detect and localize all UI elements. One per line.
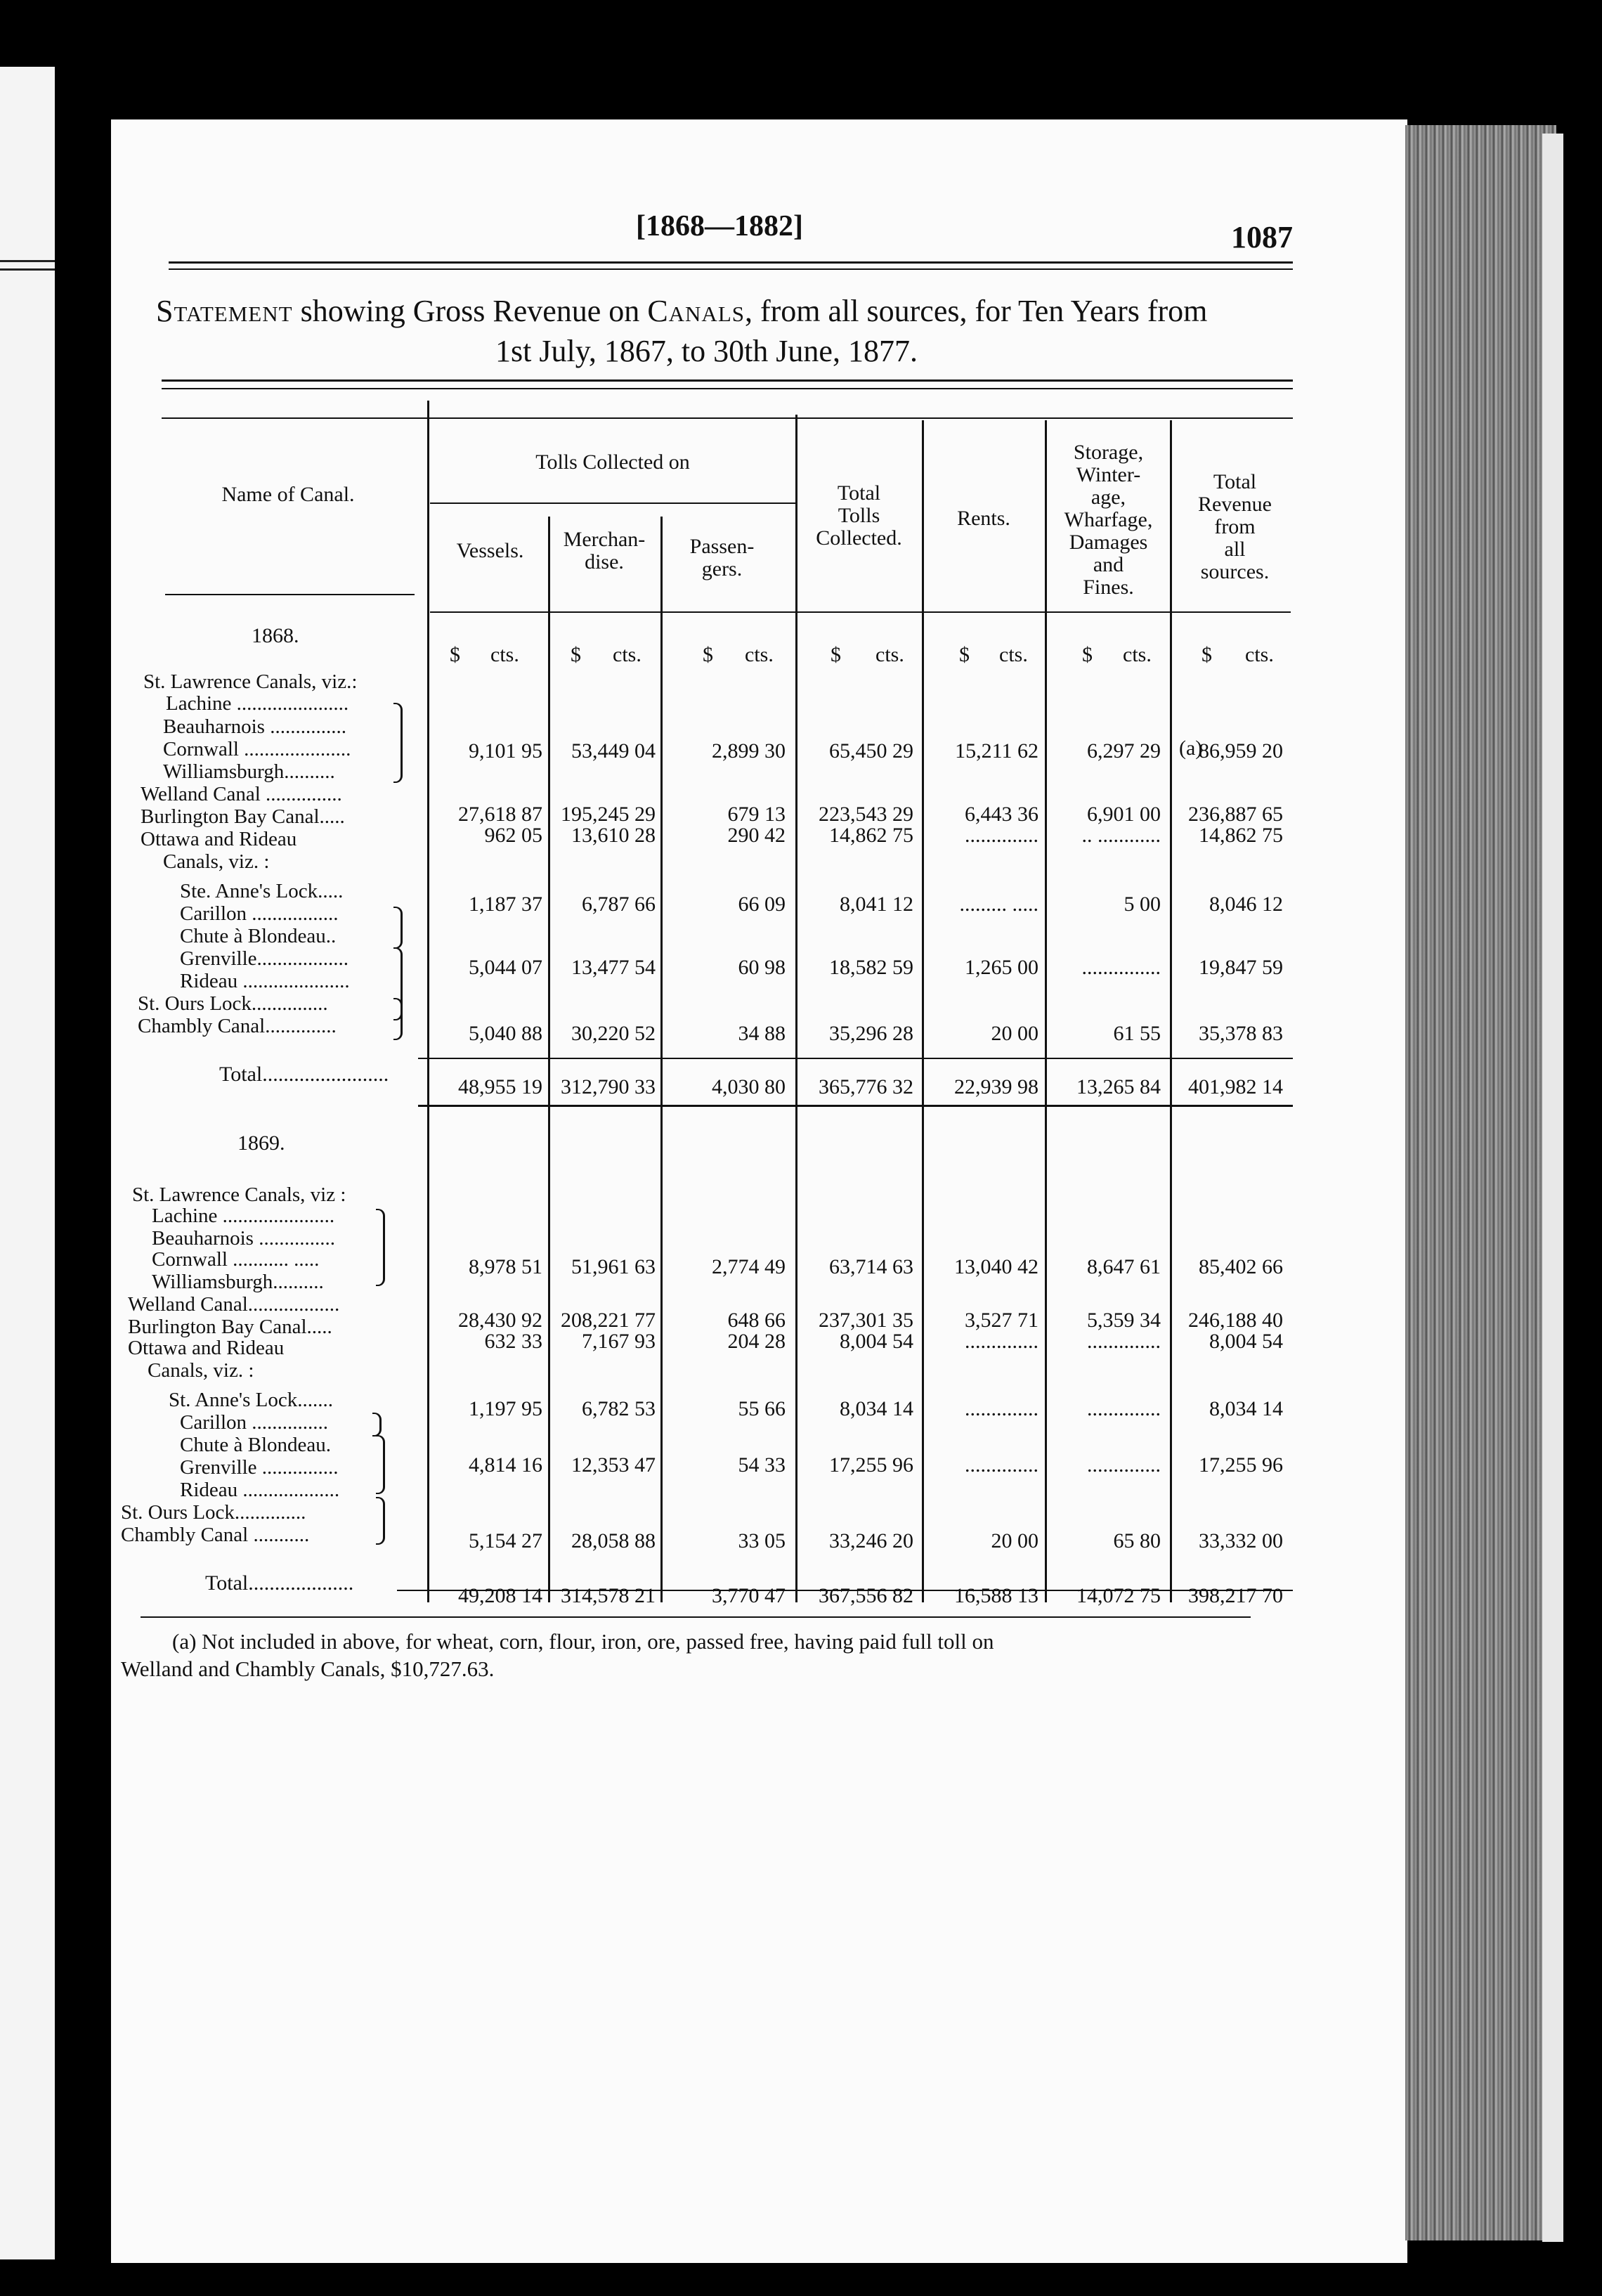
- cell-r: ..............: [965, 1330, 1038, 1353]
- header-line: Tolls: [838, 504, 880, 527]
- column-divider: [922, 420, 924, 1602]
- header-line: Fines.: [1083, 576, 1134, 599]
- cell-m: 6,782 53: [582, 1397, 656, 1420]
- cell-m: 51,961 63: [571, 1255, 656, 1278]
- left-page-rule: [0, 268, 55, 271]
- cell-v: 27,618 87: [458, 803, 542, 826]
- cell-t: 17,255 96: [829, 1453, 913, 1477]
- col-header-name: Name of Canal.: [221, 483, 355, 506]
- unit-cents: cts.: [1245, 643, 1274, 666]
- canal-name: Cornwall .....................: [163, 738, 351, 760]
- header-line: dise.: [585, 550, 624, 573]
- cell-t: 8,004 54: [840, 1330, 913, 1353]
- cell-m: 13,477 54: [571, 956, 656, 979]
- header-line: Total: [1213, 470, 1257, 493]
- cell-r: ..............: [965, 1397, 1038, 1420]
- cell-v: 8,978 51: [469, 1255, 542, 1278]
- header-line: sources.: [1200, 560, 1270, 583]
- unit-dollar: $: [1202, 643, 1212, 666]
- column-divider: [660, 517, 663, 1602]
- canal-name: Ottawa and Rideau: [128, 1337, 285, 1359]
- grouping-brace: [393, 998, 403, 1040]
- total-s: 14,072 75: [1076, 1584, 1161, 1607]
- header-line: Storage,: [1073, 441, 1144, 464]
- cell-r: 1,265 00: [965, 956, 1038, 979]
- header-line: Collected.: [816, 526, 902, 550]
- grouping-brace: [376, 1209, 385, 1286]
- canal-name: Cornwall ........... .....: [152, 1248, 320, 1271]
- total-r: 22,939 98: [954, 1075, 1038, 1098]
- total-r: 16,588 13: [954, 1584, 1038, 1607]
- footnote-marker: (a): [1179, 737, 1203, 760]
- unit-dollar: $: [831, 643, 841, 666]
- total-t: 367,556 82: [819, 1584, 913, 1607]
- cell-p: 290 42: [727, 824, 786, 847]
- cell-t: 18,582 59: [829, 956, 913, 979]
- year-label-1869: 1869.: [237, 1131, 285, 1155]
- cell-r: 20 00: [991, 1529, 1038, 1552]
- canal-name: Burlington Bay Canal.....: [128, 1316, 332, 1338]
- canal-name: Rideau ...................: [180, 1479, 340, 1501]
- total-t: 365,776 32: [819, 1075, 913, 1098]
- unit-dollar: $: [571, 643, 581, 666]
- canal-name: St. Ours Lock...............: [138, 992, 328, 1015]
- cell-m: 208,221 77: [561, 1309, 656, 1332]
- cell-m: 7,167 93: [582, 1330, 656, 1353]
- col-header-total-revenue: [1173, 471, 1296, 583]
- cell-r: 13,040 42: [954, 1255, 1038, 1278]
- cell-tr: 33,332 00: [1199, 1529, 1283, 1552]
- cell-t: 33,246 20: [829, 1529, 913, 1552]
- table-title-line1: [156, 294, 1207, 329]
- cell-s: ..............: [1087, 1397, 1161, 1420]
- unit-cents: cts.: [1123, 643, 1152, 666]
- header-rule: [169, 261, 1293, 264]
- cell-p: 66 09: [738, 893, 786, 916]
- cell-m: 53,449 04: [571, 739, 656, 763]
- header-line: Total: [837, 481, 881, 505]
- header-bottom-rule: [430, 611, 1291, 613]
- cell-s: 6,901 00: [1087, 803, 1161, 826]
- cell-t: 35,296 28: [829, 1022, 913, 1045]
- cell-p: 34 88: [738, 1022, 786, 1045]
- col-header-storage: [1047, 441, 1170, 599]
- cell-s: 61 55: [1113, 1022, 1161, 1045]
- title-canals: Canals: [647, 294, 745, 328]
- table-top-rule: [162, 417, 1293, 419]
- canal-name: St. Ours Lock..............: [121, 1501, 306, 1524]
- total-p: 3,770 47: [712, 1584, 786, 1607]
- canal-name: Grenville..................: [180, 947, 349, 970]
- tolls-group-rule: [430, 502, 795, 504]
- cell-t: 8,041 12: [840, 893, 913, 916]
- unit-cents: cts.: [999, 643, 1028, 666]
- running-head-years: [1868—1882]: [636, 210, 803, 242]
- canal-name: Carillon ...............: [180, 1411, 329, 1434]
- unit-dollar: $: [959, 643, 970, 666]
- canal-name: Beauharnois ...............: [163, 715, 346, 738]
- cell-p: 2,899 30: [712, 739, 786, 763]
- grouping-brace: [393, 703, 403, 783]
- cell-v: 28,430 92: [458, 1309, 542, 1332]
- canal-name: Ste. Anne's Lock.....: [180, 880, 344, 902]
- cell-v: 4,814 16: [469, 1453, 542, 1477]
- header-rule: [169, 268, 1293, 270]
- grouping-brace: [376, 1435, 385, 1494]
- canal-name: St. Lawrence Canals, viz :: [132, 1183, 346, 1206]
- cell-p: 679 13: [727, 803, 786, 826]
- canal-name: Williamsburgh..........: [152, 1271, 324, 1293]
- cell-p: 648 66: [727, 1309, 786, 1332]
- footnote-line1: (a) Not included in above, for wheat, corn, flour, iron, ore, passed free, having paid full toll on: [172, 1629, 994, 1654]
- column-divider: [1170, 420, 1172, 1602]
- unit-dollar: $: [1082, 643, 1093, 666]
- total-tr: 398,217 70: [1188, 1584, 1283, 1607]
- header-line: Merchan-: [563, 528, 646, 551]
- unit-cents: cts.: [490, 643, 519, 666]
- unit-cents: cts.: [745, 643, 774, 666]
- column-divider: [548, 517, 550, 1602]
- canal-name: Lachine ......................: [152, 1205, 335, 1227]
- title-text: showing Gross Revenue on: [292, 294, 648, 328]
- canal-name: Williamsburgh..........: [163, 760, 335, 783]
- cell-s: 5 00: [1124, 893, 1161, 916]
- col-header-rents: Rents.: [957, 507, 1010, 530]
- cell-s: 65 80: [1113, 1529, 1161, 1552]
- cell-tr: 8,004 54: [1209, 1330, 1283, 1353]
- canal-name: Burlington Bay Canal.....: [141, 805, 345, 828]
- cell-tr: 8,034 14: [1209, 1397, 1283, 1420]
- total-label-1869: Total....................: [205, 1571, 354, 1595]
- cell-t: 8,034 14: [840, 1397, 913, 1420]
- canal-name: Beauharnois ...............: [152, 1227, 335, 1250]
- canal-name: Ottawa and Rideau: [141, 828, 297, 850]
- header-line: Wharfage,: [1064, 508, 1153, 531]
- cell-tr: 35,378 83: [1199, 1022, 1283, 1045]
- header-line: Damages: [1069, 531, 1148, 554]
- cell-s: .. ............: [1081, 824, 1161, 847]
- cell-r: 3,527 71: [965, 1309, 1038, 1332]
- cell-v: 9,101 95: [469, 739, 542, 763]
- page-stack-edge: [1405, 125, 1556, 2240]
- total-rule: [418, 1058, 1293, 1059]
- canal-name: St. Lawrence Canals, viz.:: [143, 670, 358, 693]
- canal-name: Chambly Canal ...........: [121, 1524, 310, 1546]
- page-stack-edge: [1542, 134, 1563, 2242]
- title-lead: Statement: [156, 294, 293, 328]
- cell-tr: 85,402 66: [1199, 1255, 1283, 1278]
- header-line: gers.: [701, 557, 743, 581]
- cell-t: 63,714 63: [829, 1255, 913, 1278]
- canal-name: Welland Canal..................: [128, 1293, 340, 1316]
- header-line: age,: [1090, 486, 1126, 509]
- canal-name: Welland Canal ...............: [141, 783, 342, 805]
- total-v: 49,208 14: [458, 1584, 542, 1607]
- cell-v: 632 33: [484, 1330, 542, 1353]
- cell-r: ..............: [965, 824, 1038, 847]
- cell-t: 223,543 29: [819, 803, 913, 826]
- column-divider: [1045, 420, 1047, 1602]
- footnote-line2: Welland and Chambly Canals, $10,727.63.: [121, 1656, 495, 1681]
- total-label-1868: Total........................: [219, 1063, 389, 1086]
- col-header-merchandise: [552, 528, 657, 573]
- col-header-vessels: Vessels.: [456, 539, 524, 562]
- cell-r: ..............: [965, 1453, 1038, 1477]
- canal-name: Chute à Blondeau.: [180, 1434, 332, 1456]
- canal-name: Grenville ...............: [180, 1456, 339, 1479]
- table-bottom-rule: [141, 1616, 1251, 1618]
- canal-name: Canals, viz. :: [148, 1359, 254, 1382]
- cell-p: 204 28: [727, 1330, 786, 1353]
- total-rule: [418, 1105, 1293, 1107]
- unit-dollar: $: [703, 643, 713, 666]
- cell-s: ..............: [1087, 1330, 1161, 1353]
- col-header-passengers: [664, 536, 780, 581]
- cell-tr: 86,959 20: [1199, 739, 1283, 763]
- total-p: 4,030 80: [712, 1075, 786, 1098]
- cell-m: 28,058 88: [571, 1529, 656, 1552]
- cell-r: 15,211 62: [955, 739, 1038, 763]
- total-m: 312,790 33: [561, 1075, 656, 1098]
- canal-name: Lachine ......................: [166, 692, 349, 715]
- column-divider: [795, 415, 797, 1602]
- cell-t: 237,301 35: [819, 1309, 913, 1332]
- year-label-1868: 1868.: [252, 624, 299, 647]
- cell-v: 1,197 95: [469, 1397, 542, 1420]
- total-s: 13,265 84: [1076, 1075, 1161, 1098]
- cell-p: 2,774 49: [712, 1255, 786, 1278]
- title-rule: [162, 388, 1293, 389]
- cell-m: 30,220 52: [571, 1022, 656, 1045]
- total-v: 48,955 19: [458, 1075, 542, 1098]
- header-line: Passen-: [689, 535, 755, 558]
- cell-s: ...............: [1081, 956, 1161, 979]
- table-title-line2: 1st July, 1867, to 30th June, 1877.: [495, 334, 918, 368]
- cell-v: 962 05: [484, 824, 542, 847]
- canal-name: Carillon .................: [180, 902, 339, 925]
- cell-tr: 14,862 75: [1199, 824, 1283, 847]
- left-page-rule: [0, 260, 55, 262]
- cell-m: 12,353 47: [571, 1453, 656, 1477]
- canal-name: Rideau .....................: [180, 970, 350, 992]
- canal-name: Canals, viz. :: [163, 850, 270, 873]
- grouping-brace: [376, 1497, 385, 1545]
- cell-p: 60 98: [738, 956, 786, 979]
- cell-r: 6,443 36: [965, 803, 1038, 826]
- title-rule: [162, 380, 1293, 382]
- col-header-tolls-group: Tolls Collected on: [535, 450, 690, 474]
- cell-v: 1,187 37: [469, 893, 542, 916]
- canal-name: Chute à Blondeau..: [180, 925, 337, 947]
- unit-cents: cts.: [613, 643, 642, 666]
- header-line: Winter-: [1076, 463, 1141, 486]
- col-header-total-tolls: [797, 482, 920, 550]
- cell-t: 65,450 29: [829, 739, 913, 763]
- header-line: and: [1093, 553, 1124, 576]
- header-bottom-rule: [165, 594, 415, 595]
- header-line: all: [1224, 538, 1246, 561]
- cell-m: 195,245 29: [561, 803, 656, 826]
- grouping-brace: [372, 1413, 382, 1436]
- unit-cents: cts.: [875, 643, 904, 666]
- canal-name: Chambly Canal..............: [138, 1015, 337, 1037]
- cell-t: 14,862 75: [829, 824, 913, 847]
- cell-r: 20 00: [991, 1022, 1038, 1045]
- cell-v: 5,040 88: [469, 1022, 542, 1045]
- canal-name: St. Anne's Lock.......: [169, 1389, 333, 1411]
- header-line: from: [1214, 515, 1256, 538]
- column-divider: [427, 401, 429, 1602]
- cell-p: 33 05: [738, 1529, 786, 1552]
- cell-tr: 8,046 12: [1209, 893, 1283, 916]
- total-tr: 401,982 14: [1188, 1075, 1283, 1098]
- page-number: 1087: [1231, 220, 1293, 254]
- cell-v: 5,044 07: [469, 956, 542, 979]
- cell-v: 5,154 27: [469, 1529, 542, 1552]
- cell-s: ..............: [1087, 1453, 1161, 1477]
- grouping-brace: [393, 907, 403, 949]
- cell-tr: 17,255 96: [1199, 1453, 1283, 1477]
- total-m: 314,578 21: [561, 1584, 656, 1607]
- cell-p: 55 66: [738, 1397, 786, 1420]
- cell-r: ......... .....: [959, 893, 1038, 916]
- cell-s: 8,647 61: [1087, 1255, 1161, 1278]
- cell-p: 54 33: [738, 1453, 786, 1477]
- left-page-edge: [0, 67, 55, 2259]
- header-line: Revenue: [1198, 493, 1272, 516]
- cell-m: 13,610 28: [571, 824, 656, 847]
- cell-s: 6,297 29: [1087, 739, 1161, 763]
- cell-tr: 19,847 59: [1199, 956, 1283, 979]
- title-text: , from all sources, for Ten Years from: [745, 294, 1208, 328]
- unit-dollar: $: [450, 643, 460, 666]
- cell-s: 5,359 34: [1087, 1309, 1161, 1332]
- cell-tr: 236,887 65: [1188, 803, 1283, 826]
- cell-tr: 246,188 40: [1188, 1309, 1283, 1332]
- cell-m: 6,787 66: [582, 893, 656, 916]
